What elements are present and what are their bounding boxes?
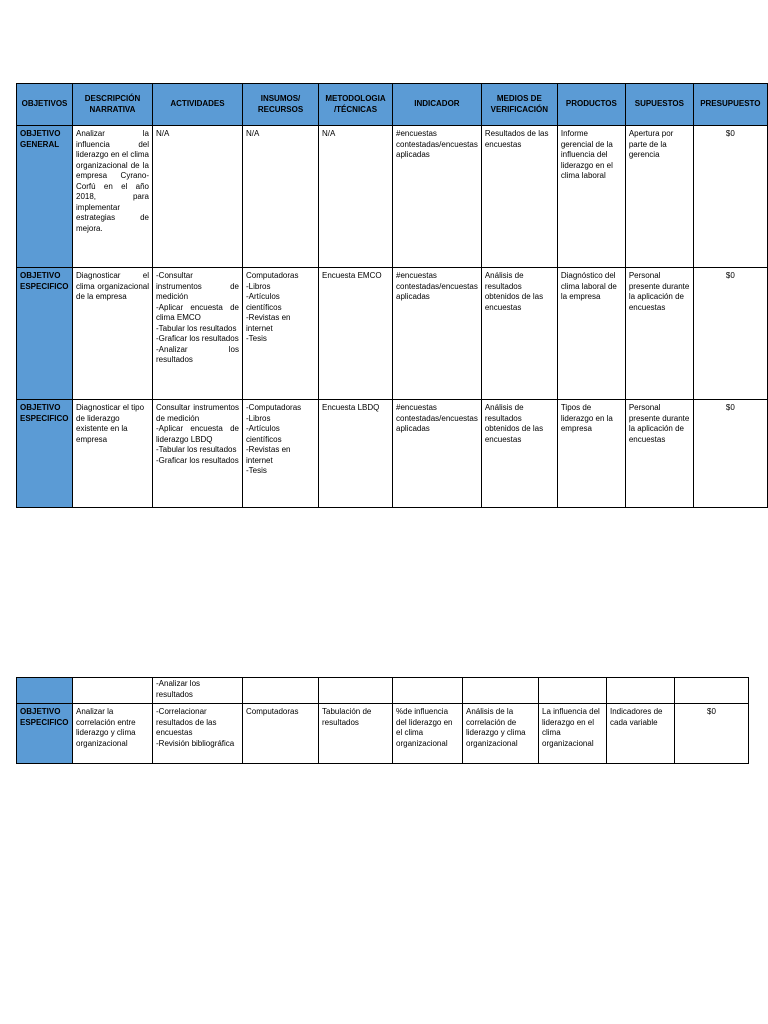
header-actividades: ACTIVIDADES xyxy=(153,84,243,126)
activities-cell xyxy=(153,400,243,508)
activity-item: N/A xyxy=(156,129,170,138)
resource-item: -Revistas en internet xyxy=(246,313,291,333)
activity-item: -Tabular los resultados xyxy=(156,323,237,333)
header-indicador: INDICADOR xyxy=(393,84,482,126)
indicator-cell: %de influencia del liderazgo en el clima organizacional xyxy=(393,704,463,764)
indicator-cell: #encuestas contestadas/encuestas aplicadas xyxy=(393,268,482,400)
verification-cell: Resultados de las encuestas xyxy=(481,126,557,268)
products-cell: La influencia del liderazgo en el clima organizacional xyxy=(539,704,607,764)
assumptions-cell: Indicadores de cada variable xyxy=(607,704,675,764)
products-cell: Tipos de liderazgo en la empresa xyxy=(557,400,625,508)
objective-cell xyxy=(17,678,73,704)
objective-cell: OBJETIVO ESPECIFICO xyxy=(17,400,73,508)
activity-item: -Analizar los resultados xyxy=(156,344,239,364)
activities-cell xyxy=(153,268,243,400)
products-cell: Diagnóstico del clima laboral de la empresa xyxy=(557,268,625,400)
assumptions-cell: Personal presente durante la aplicación de encuestas xyxy=(625,268,693,400)
description-cell: Diagnosticar el clima organizacional de la empresa xyxy=(73,268,153,400)
methodology-cell: N/A xyxy=(319,126,393,268)
activity-item: -Graficar los resultados xyxy=(156,334,239,343)
budget-cell xyxy=(675,678,749,704)
resources-cell xyxy=(243,268,319,400)
resources-cell xyxy=(243,678,319,704)
table-row xyxy=(17,704,749,764)
header-insumos: INSUMOS/ RECURSOS xyxy=(243,84,319,126)
assumptions-cell: Personal presente durante la aplicación de encuestas xyxy=(625,400,693,508)
activity-item: -Graficar los resultados xyxy=(156,455,239,465)
resource-item: N/A xyxy=(246,129,260,138)
activities-cell xyxy=(153,678,243,704)
planning-matrix-continuation-table xyxy=(16,677,749,764)
header-medios: MEDIOS DE VERIFICACIÓN xyxy=(481,84,557,126)
header-presupuesto: PRESUPUESTO xyxy=(693,84,767,126)
objective-cell: OBJETIVO ESPECIFICO xyxy=(17,268,73,400)
verification-cell: Análisis de la correlación de liderazgo y clima organizacional xyxy=(463,704,539,764)
methodology-cell xyxy=(319,678,393,704)
activities-cell xyxy=(153,126,243,268)
activity-item: -Aplicar encuesta de clima EMCO xyxy=(156,302,239,322)
activity-item: -Analizar los resultados xyxy=(156,679,201,699)
header-row xyxy=(17,84,768,126)
indicator-cell: #encuestas contestadas/encuestas aplicadas xyxy=(393,400,482,508)
resource-item: -Tesis xyxy=(246,334,267,343)
verification-cell: Análisis de resultados obtenidos de las encuestas xyxy=(481,268,557,400)
description-cell: Analizar la influencia del liderazgo en el clima organizacional de la empresa Cyrano-Corfú en el año 2018, para implementar estrategias de mejora. xyxy=(73,126,153,268)
header-supuestos: SUPUESTOS xyxy=(625,84,693,126)
table-row xyxy=(17,268,768,400)
activity-item: -Correlacionar resultados de las encuestas xyxy=(156,707,217,737)
activity-item: -Tabular los resultados xyxy=(156,445,237,454)
header-descripcion: DESCRIPCIÓN NARRATIVA xyxy=(73,84,153,126)
budget-cell: $0 xyxy=(693,126,767,268)
resource-item: -Libros xyxy=(246,281,271,291)
resource-item: -Artículos científicos xyxy=(246,424,282,444)
methodology-cell: Encuesta LBDQ xyxy=(319,400,393,508)
resources-cell: Computadoras xyxy=(243,704,319,764)
resource-item: Computadoras xyxy=(246,271,299,280)
table-row xyxy=(17,126,768,268)
objective-cell: OBJETIVO GENERAL xyxy=(17,126,73,268)
header-productos: PRODUCTOS xyxy=(557,84,625,126)
resource-item: -Tesis xyxy=(246,466,267,475)
indicator-cell: #encuestas contestadas/encuestas aplicadas xyxy=(393,126,482,268)
products-cell: Informe gerencial de la influencia del liderazgo en el clima laboral xyxy=(557,126,625,268)
header-objetivos: OBJETIVOS xyxy=(17,84,73,126)
activities-cell xyxy=(153,704,243,764)
methodology-cell: Encuesta EMCO xyxy=(319,268,393,400)
methodology-cell: Tabulación de resultados xyxy=(319,704,393,764)
assumptions-cell xyxy=(607,678,675,704)
header-metodologia: METODOLOGIA /TÉCNICAS xyxy=(319,84,393,126)
resources-cell xyxy=(243,400,319,508)
resource-item: -Revistas en internet xyxy=(246,445,291,465)
budget-cell: $0 xyxy=(675,704,749,764)
activity-item: -Consultar instrumentos de medición xyxy=(156,271,239,301)
products-cell xyxy=(539,678,607,704)
verification-cell: Análisis de resultados obtenidos de las encuestas xyxy=(481,400,557,508)
budget-cell: $0 xyxy=(693,400,767,508)
activity-item: Consultar instrumentos de medición xyxy=(156,403,239,423)
description-cell: Analizar la correlación entre liderazgo y clima organizacional xyxy=(73,704,153,764)
description-cell xyxy=(73,678,153,704)
verification-cell xyxy=(463,678,539,704)
activity-item: -Aplicar encuesta de liderazgo LBDQ xyxy=(156,424,239,444)
resource-item: -Libros xyxy=(246,413,271,423)
budget-cell: $0 xyxy=(693,268,767,400)
resource-item: -Artículos científicos xyxy=(246,292,282,312)
resource-item: -Computadoras xyxy=(246,403,302,412)
activity-item: -Revisión bibliográfica xyxy=(156,738,235,748)
resources-cell xyxy=(243,126,319,268)
assumptions-cell: Apertura por parte de la gerencia xyxy=(625,126,693,268)
table-row xyxy=(17,678,749,704)
planning-matrix-table xyxy=(16,83,768,508)
objective-cell: OBJETIVO ESPECIFICO xyxy=(17,704,73,764)
table-row xyxy=(17,400,768,508)
description-cell: Diagnosticar el tipo de liderazgo existente en la empresa xyxy=(73,400,153,508)
indicator-cell xyxy=(393,678,463,704)
